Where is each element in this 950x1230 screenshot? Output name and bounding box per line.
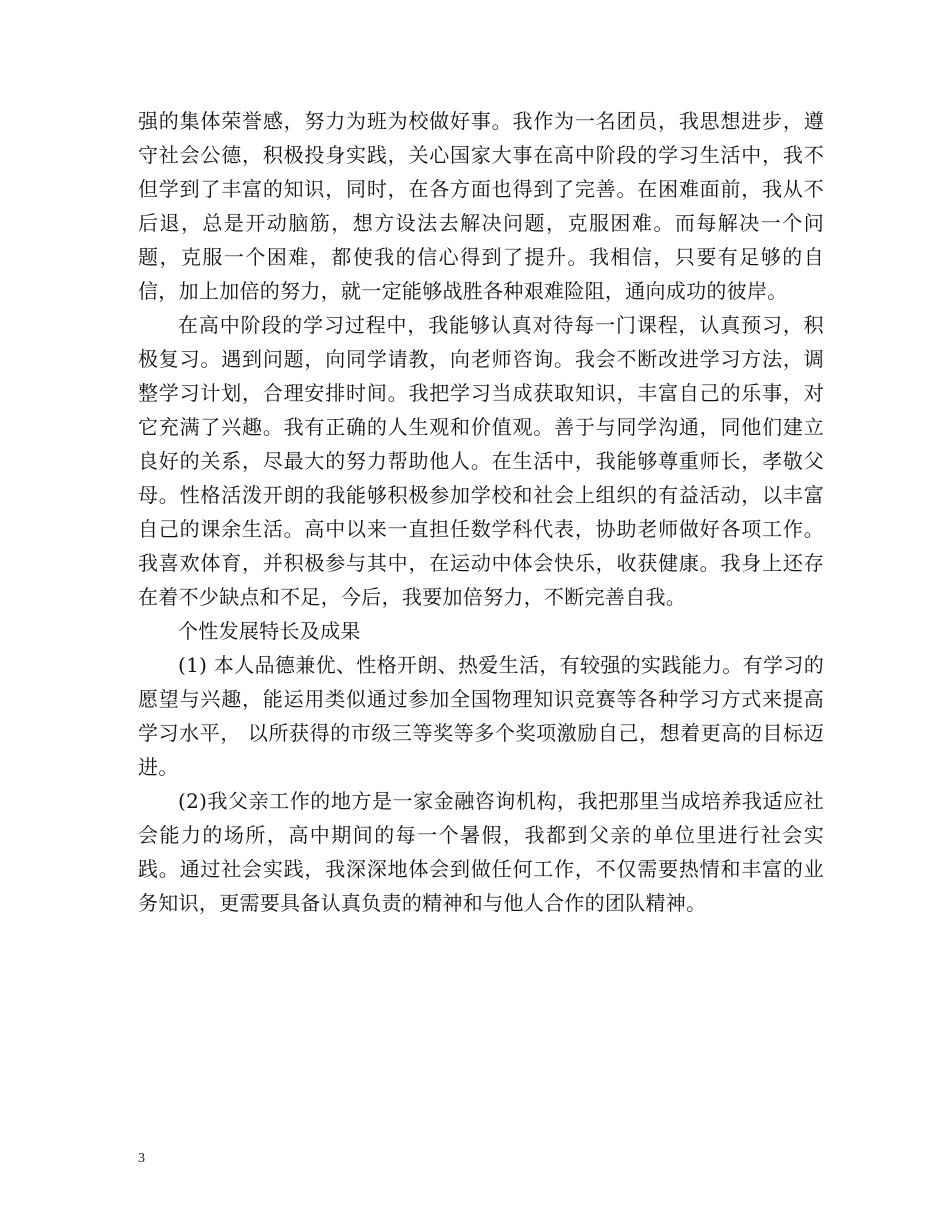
- paragraph-study: 在高中阶段的学习过程中，我能够认真对待每一门课程，认真预习，积极复习。遇到问题，向同学请教，向老师咨询。我会不断改进学习方法，调整学习计划，合理安排时间。我把学习当成获取知识，丰富自己的乐事，对它充满了兴趣。我有正确的人生观和价值观。善于与同学沟通，同他们建立良好的关系，尽最大的努力帮助他人。在生活中，我能够尊重师长，孝敬父母。性格活泼开朗的我能够积极参加学校和社会上组织的有益活动，以丰富自己的课余生活。高中以来一直担任数学科代表，协助老师做好各项工作。我喜欢体育，并积极参与其中，在运动中体会快乐，收获健康。我身上还存在着不少缺点和不足，今后，我要加倍努力，不断完善自我。: [138, 313, 824, 609]
- section-heading: 个性发展特长及成果: [178, 619, 361, 643]
- paragraph-continuation: 强的集体荣誉感，努力为班为校做好事。我作为一名团员，我思想进步，遵守社会公德，积极投身实践，关心国家大事在高中阶段的学习生活中，我不但学到了丰富的知识，同时，在各方面也得到了完善。在困难面前，我从不后退，总是开动脑筋，想方设法去解决问题，克服困难。而每解决一个问题，克服一个困难，都使我的信心得到了提升。我相信，只要有足够的自信，加上加倍的努力，就一定能够战胜各种艰难险阻，通向成功的彼岸。: [138, 109, 824, 303]
- paragraph-item-1: (1) 本人品德兼优、性格开朗、热爱生活，有较强的实践能力。有学习的愿望与兴趣，能运用类似通过参加全国物理知识竞赛等各种学习方式来提高学习水平， 以所获得的市级三等奖等多个奖项激励自己，想着更高的目标迈进。: [138, 653, 824, 779]
- page-number: 3: [138, 1151, 145, 1166]
- paragraph-item-2: (2)我父亲工作的地方是一家金融咨询机构，我把那里当成培养我适应社会能力的场所，高中期间的每一个暑假，我都到父亲的单位里进行社会实践。通过社会实践，我深深地体会到做任何工作，不仅需要热情和丰富的业务知识，更需要具备认真负责的精神和与他人合作的团队精神。: [138, 789, 824, 915]
- document-body: [138, 104, 824, 920]
